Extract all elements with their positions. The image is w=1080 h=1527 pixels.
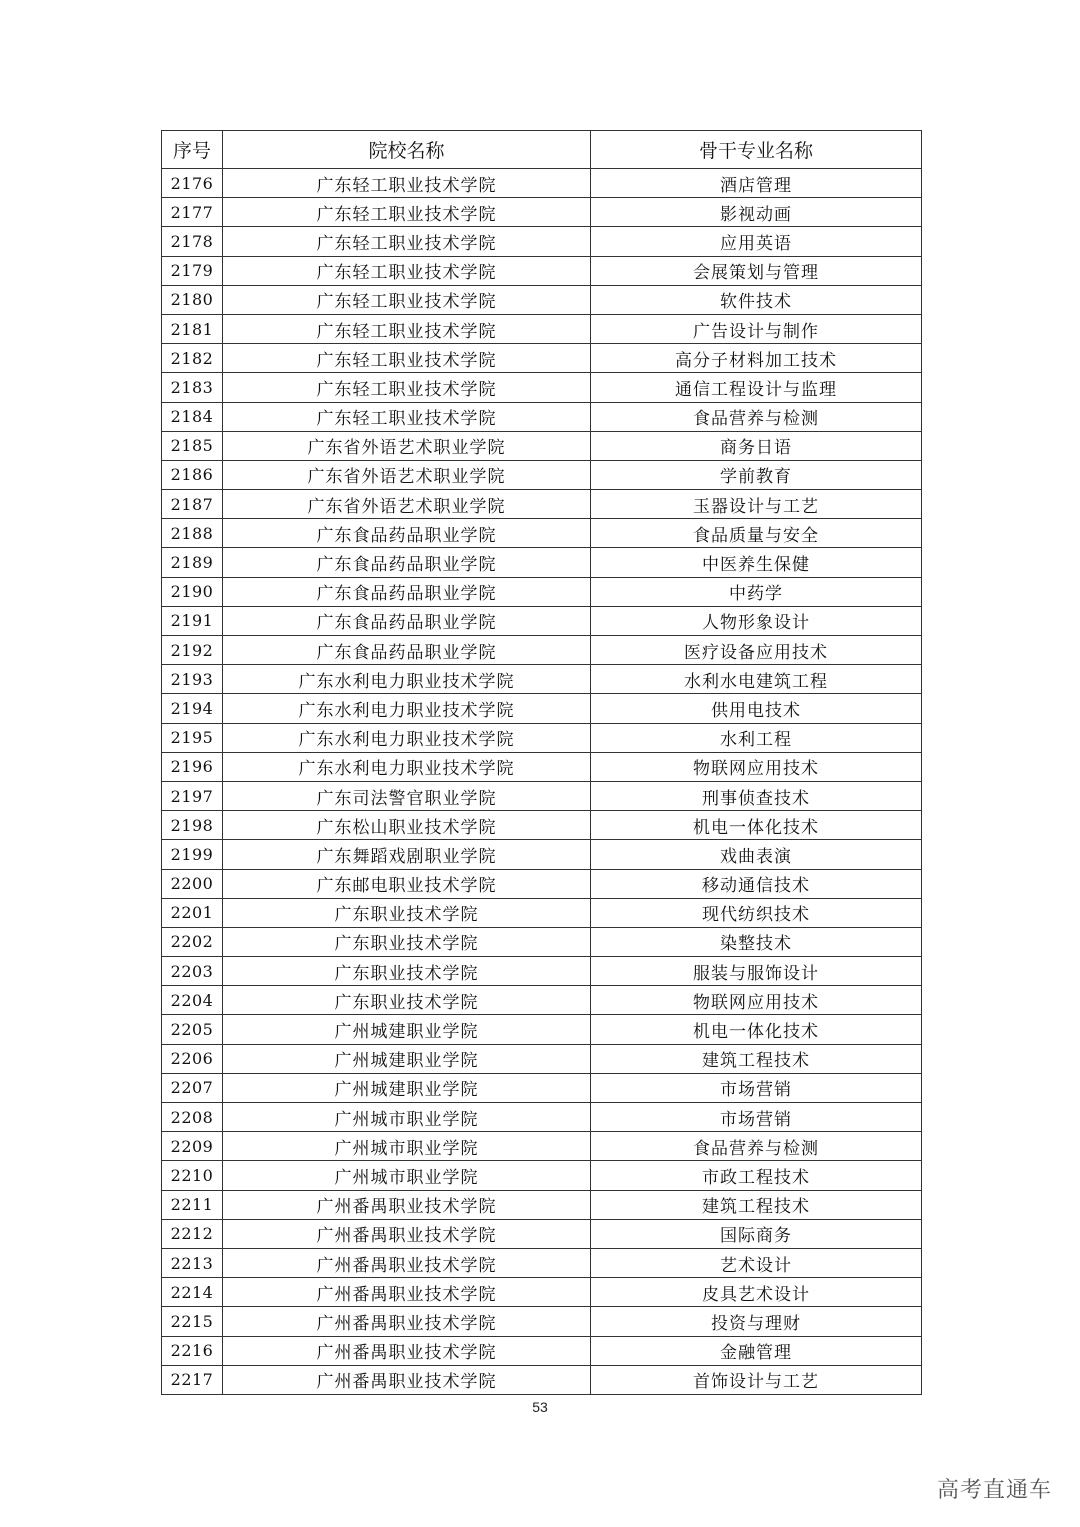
table-row	[162, 1015, 922, 1044]
cell-school: 广州城市职业学院	[223, 1161, 591, 1190]
table-row	[162, 723, 922, 752]
cell-major: 食品营养与检测	[591, 1132, 922, 1161]
table-row	[162, 548, 922, 577]
cell-major: 通信工程设计与监理	[591, 373, 922, 402]
cell-school: 广州番禺职业技术学院	[223, 1307, 591, 1336]
cell-major: 建筑工程技术	[591, 1190, 922, 1219]
cell-serial: 2207	[162, 1073, 223, 1102]
table-row	[162, 198, 922, 227]
cell-school: 广东轻工职业技术学院	[223, 344, 591, 373]
table-row	[162, 1219, 922, 1248]
table-header-row	[162, 131, 922, 169]
cell-school: 广东轻工职业技术学院	[223, 256, 591, 285]
cell-school: 广东职业技术学院	[223, 927, 591, 956]
cell-school: 广州番禺职业技术学院	[223, 1278, 591, 1307]
cell-major: 金融管理	[591, 1336, 922, 1365]
cell-school: 广州番禺职业技术学院	[223, 1248, 591, 1277]
table-row	[162, 1132, 922, 1161]
cell-serial: 2192	[162, 636, 223, 665]
cell-major: 现代纺织技术	[591, 898, 922, 927]
table-row	[162, 665, 922, 694]
cell-major: 酒店管理	[591, 169, 922, 198]
watermark-text: 高考直通车	[936, 1478, 1052, 1503]
cell-serial: 2201	[162, 898, 223, 927]
cell-school: 广东食品药品职业学院	[223, 606, 591, 635]
cell-major: 艺术设计	[591, 1248, 922, 1277]
cell-major: 投资与理财	[591, 1307, 922, 1336]
table-row	[162, 957, 922, 986]
cell-major: 戏曲表演	[591, 840, 922, 869]
cell-school: 广东轻工职业技术学院	[223, 227, 591, 256]
cell-major: 商务日语	[591, 431, 922, 460]
cell-school: 广东省外语艺术职业学院	[223, 431, 591, 460]
table-row	[162, 1103, 922, 1132]
cell-school: 广东食品药品职业学院	[223, 548, 591, 577]
table-row	[162, 1365, 922, 1394]
cell-serial: 2199	[162, 840, 223, 869]
table-row	[162, 869, 922, 898]
cell-school: 广州番禺职业技术学院	[223, 1336, 591, 1365]
cell-major: 市政工程技术	[591, 1161, 922, 1190]
cell-school: 广东轻工职业技术学院	[223, 314, 591, 343]
table-row	[162, 752, 922, 781]
cell-major: 刑事侦查技术	[591, 781, 922, 810]
cell-serial: 2187	[162, 490, 223, 519]
cell-major: 供用电技术	[591, 694, 922, 723]
cell-serial: 2182	[162, 344, 223, 373]
cell-serial: 2217	[162, 1365, 223, 1394]
cell-serial: 2193	[162, 665, 223, 694]
table-row	[162, 811, 922, 840]
cell-serial: 2194	[162, 694, 223, 723]
cell-school: 广东职业技术学院	[223, 957, 591, 986]
table-row	[162, 402, 922, 431]
cell-major: 机电一体化技术	[591, 1015, 922, 1044]
cell-major: 水利水电建筑工程	[591, 665, 922, 694]
table-row	[162, 1307, 922, 1336]
cell-serial: 2190	[162, 577, 223, 606]
header-major: 骨干专业名称	[591, 131, 922, 169]
table-row	[162, 285, 922, 314]
table-row	[162, 1248, 922, 1277]
cell-serial: 2179	[162, 256, 223, 285]
cell-school: 广东轻工职业技术学院	[223, 373, 591, 402]
cell-school: 广东职业技术学院	[223, 898, 591, 927]
cell-school: 广东邮电职业技术学院	[223, 869, 591, 898]
header-serial: 序号	[162, 131, 223, 169]
cell-school: 广东食品药品职业学院	[223, 636, 591, 665]
cell-major: 中医养生保健	[591, 548, 922, 577]
table-row	[162, 490, 922, 519]
table-row	[162, 1073, 922, 1102]
cell-school: 广州城建职业学院	[223, 1015, 591, 1044]
cell-school: 广州番禺职业技术学院	[223, 1219, 591, 1248]
cell-serial: 2185	[162, 431, 223, 460]
cell-major: 医疗设备应用技术	[591, 636, 922, 665]
table-row	[162, 1161, 922, 1190]
cell-school: 广东水利电力职业技术学院	[223, 752, 591, 781]
cell-school: 广东省外语艺术职业学院	[223, 490, 591, 519]
table-row	[162, 606, 922, 635]
cell-school: 广东职业技术学院	[223, 986, 591, 1015]
cell-major: 物联网应用技术	[591, 986, 922, 1015]
cell-school: 广州城市职业学院	[223, 1103, 591, 1132]
cell-major: 服装与服饰设计	[591, 957, 922, 986]
cell-serial: 2204	[162, 986, 223, 1015]
cell-major: 学前教育	[591, 460, 922, 489]
cell-major: 食品质量与安全	[591, 519, 922, 548]
table-row	[162, 986, 922, 1015]
cell-major: 市场营销	[591, 1073, 922, 1102]
table-row	[162, 1190, 922, 1219]
page-number: 53	[532, 1399, 548, 1415]
cell-school: 广东水利电力职业技术学院	[223, 665, 591, 694]
table-row	[162, 927, 922, 956]
cell-school: 广东食品药品职业学院	[223, 577, 591, 606]
cell-serial: 2216	[162, 1336, 223, 1365]
cell-school: 广州城市职业学院	[223, 1132, 591, 1161]
cell-major: 建筑工程技术	[591, 1044, 922, 1073]
cell-serial: 2191	[162, 606, 223, 635]
cell-major: 皮具艺术设计	[591, 1278, 922, 1307]
cell-major: 食品营养与检测	[591, 402, 922, 431]
major-table	[161, 130, 922, 1395]
cell-major: 染整技术	[591, 927, 922, 956]
table-row	[162, 460, 922, 489]
cell-serial: 2196	[162, 752, 223, 781]
cell-serial: 2206	[162, 1044, 223, 1073]
table-row	[162, 781, 922, 810]
cell-serial: 2215	[162, 1307, 223, 1336]
cell-serial: 2214	[162, 1278, 223, 1307]
cell-serial: 2198	[162, 811, 223, 840]
table-row	[162, 256, 922, 285]
cell-school: 广东水利电力职业技术学院	[223, 694, 591, 723]
table-row	[162, 169, 922, 198]
cell-school: 广东司法警官职业学院	[223, 781, 591, 810]
cell-major: 会展策划与管理	[591, 256, 922, 285]
cell-major: 高分子材料加工技术	[591, 344, 922, 373]
cell-serial: 2205	[162, 1015, 223, 1044]
cell-serial: 2188	[162, 519, 223, 548]
cell-major: 人物形象设计	[591, 606, 922, 635]
cell-major: 软件技术	[591, 285, 922, 314]
table-row	[162, 1044, 922, 1073]
table-body	[162, 169, 922, 1395]
header-school: 院校名称	[223, 131, 591, 169]
cell-major: 广告设计与制作	[591, 314, 922, 343]
table-row	[162, 373, 922, 402]
cell-school: 广州城建职业学院	[223, 1073, 591, 1102]
cell-major: 国际商务	[591, 1219, 922, 1248]
cell-major: 影视动画	[591, 198, 922, 227]
cell-school: 广州番禺职业技术学院	[223, 1365, 591, 1394]
cell-school: 广东轻工职业技术学院	[223, 169, 591, 198]
table-row	[162, 577, 922, 606]
cell-serial: 2177	[162, 198, 223, 227]
cell-major: 玉器设计与工艺	[591, 490, 922, 519]
cell-serial: 2208	[162, 1103, 223, 1132]
cell-school: 广东轻工职业技术学院	[223, 285, 591, 314]
cell-major: 应用英语	[591, 227, 922, 256]
cell-school: 广州城建职业学院	[223, 1044, 591, 1073]
cell-major: 物联网应用技术	[591, 752, 922, 781]
table-row	[162, 519, 922, 548]
cell-serial: 2213	[162, 1248, 223, 1277]
table-row	[162, 694, 922, 723]
cell-school: 广东松山职业技术学院	[223, 811, 591, 840]
cell-serial: 2212	[162, 1219, 223, 1248]
table-row	[162, 344, 922, 373]
cell-serial: 2184	[162, 402, 223, 431]
cell-school: 广东食品药品职业学院	[223, 519, 591, 548]
cell-serial: 2200	[162, 869, 223, 898]
cell-serial: 2202	[162, 927, 223, 956]
table-row	[162, 840, 922, 869]
cell-school: 广东省外语艺术职业学院	[223, 460, 591, 489]
cell-serial: 2195	[162, 723, 223, 752]
cell-major: 机电一体化技术	[591, 811, 922, 840]
cell-serial: 2203	[162, 957, 223, 986]
cell-serial: 2210	[162, 1161, 223, 1190]
cell-serial: 2176	[162, 169, 223, 198]
cell-serial: 2197	[162, 781, 223, 810]
table-row	[162, 1278, 922, 1307]
cell-school: 广东舞蹈戏剧职业学院	[223, 840, 591, 869]
cell-school: 广东轻工职业技术学院	[223, 198, 591, 227]
cell-serial: 2183	[162, 373, 223, 402]
cell-serial: 2186	[162, 460, 223, 489]
cell-serial: 2209	[162, 1132, 223, 1161]
cell-serial: 2178	[162, 227, 223, 256]
cell-school: 广东水利电力职业技术学院	[223, 723, 591, 752]
cell-school: 广东轻工职业技术学院	[223, 402, 591, 431]
cell-serial: 2189	[162, 548, 223, 577]
table-row	[162, 898, 922, 927]
table-row	[162, 227, 922, 256]
table-row	[162, 636, 922, 665]
cell-major: 中药学	[591, 577, 922, 606]
cell-major: 移动通信技术	[591, 869, 922, 898]
table-row	[162, 314, 922, 343]
table-row	[162, 431, 922, 460]
cell-serial: 2180	[162, 285, 223, 314]
cell-major: 市场营销	[591, 1103, 922, 1132]
cell-serial: 2181	[162, 314, 223, 343]
cell-serial: 2211	[162, 1190, 223, 1219]
table-row	[162, 1336, 922, 1365]
cell-school: 广州番禺职业技术学院	[223, 1190, 591, 1219]
cell-major: 首饰设计与工艺	[591, 1365, 922, 1394]
cell-major: 水利工程	[591, 723, 922, 752]
